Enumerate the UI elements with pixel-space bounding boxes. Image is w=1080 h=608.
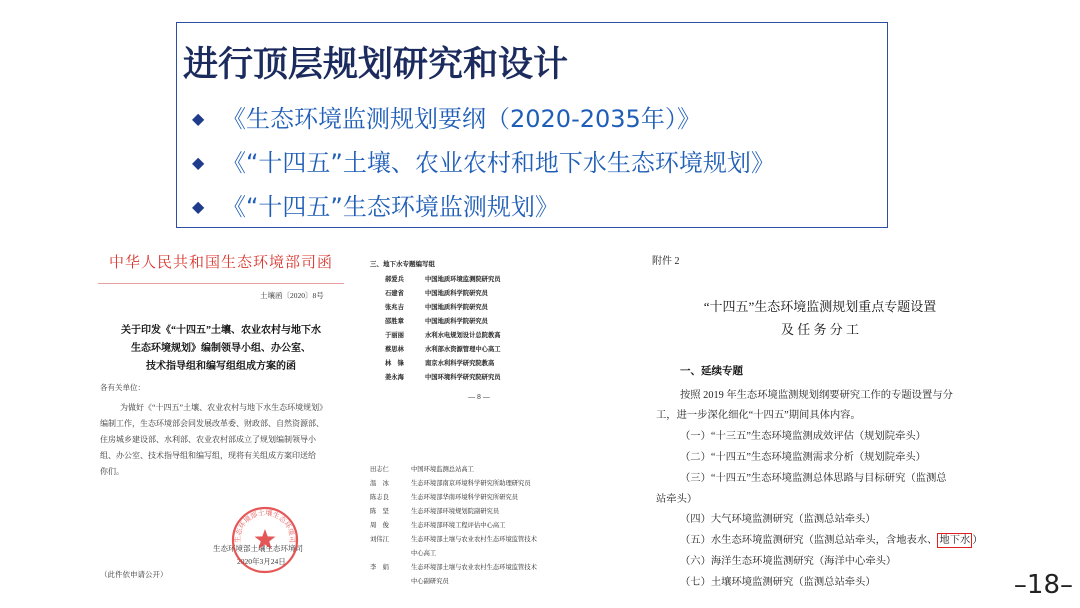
member-name: 陈 坚 xyxy=(370,508,389,515)
member-row xyxy=(358,317,600,326)
member-name: 陈志良 xyxy=(370,494,389,501)
annex-topic: （一）“十三五”生态环境监测成效评估（规划院牵头） xyxy=(680,431,926,442)
member-name: 刘伟江 xyxy=(370,536,389,543)
member-affiliation: 中国地质科学院研究员 xyxy=(425,318,488,325)
member-affiliation-continuation: 中心高工 xyxy=(411,550,437,557)
annex-document-image xyxy=(620,240,990,592)
seal-lettering: 生态环境部土壤生态环境司 xyxy=(233,509,297,544)
letter-body-line: 编制工作，生态环境部会同发展改革委、财政部、自然资源部、 xyxy=(100,419,324,428)
member-affiliation: 中国环境监测总站高工 xyxy=(411,466,474,473)
headline-frame xyxy=(176,22,888,228)
member-affiliation: 中国地质科学院研究员 xyxy=(425,304,488,311)
diamond-bullet-icon: ◆ xyxy=(192,109,205,128)
member-affiliation: 生态环境部环境规划院副研究员 xyxy=(411,508,500,515)
member-row xyxy=(358,507,600,516)
seal-star-icon xyxy=(255,529,276,549)
salutation: 各有关单位： xyxy=(100,383,145,392)
member-section-heading: 三、地下水专题编写组 xyxy=(370,261,435,268)
annex-topic: （六）海洋生态环境监测研究（海洋中心牵头） xyxy=(680,556,897,567)
member-row xyxy=(358,359,600,368)
annex-topic-continuation: 站牵头） xyxy=(656,494,698,505)
letter-title-line: 技术指导组和编写组组成方案的函 xyxy=(146,361,296,372)
member-name: 于丽丽 xyxy=(385,332,404,339)
letter-date: 2020年3月24日 xyxy=(237,557,286,566)
member-name: 周 俊 xyxy=(370,522,389,529)
member-name: 石建省 xyxy=(385,290,404,297)
page-number: –18– xyxy=(1013,570,1073,600)
annex-topic: （四）大气环境监测研究（监测总站牵头） xyxy=(680,514,876,525)
member-row xyxy=(358,465,600,474)
member-affiliation: 生态环境部土壤与农业农村生态环境监管技术 xyxy=(411,536,537,543)
member-affiliation: 中国地质科学院研究员 xyxy=(425,290,488,297)
member-affiliation: 生态环境部土壤与农业农村生态环境监管技术 xyxy=(411,564,537,571)
member-row xyxy=(358,521,600,530)
member-affiliation: 生态环境部南京环境科学研究所助理研究员 xyxy=(411,480,531,487)
member-affiliation-continuation: 中心副研究员 xyxy=(411,578,449,585)
official-letter-image xyxy=(96,240,346,592)
member-name: 邵胜章 xyxy=(385,318,404,325)
member-row xyxy=(358,345,600,354)
member-row xyxy=(358,289,600,298)
member-row xyxy=(358,563,600,572)
letter-body-line: 为做好《“十四五”土壤、农业农村与地下水生态环境规划》 xyxy=(120,403,328,412)
annex-title-line: 及 任 务 分 工 xyxy=(780,322,859,337)
member-affiliation: 水利水电规划设计总院教高 xyxy=(425,332,501,339)
letter-title-line: 关于印发《“十四五”土壤、农业农村与地下水 xyxy=(121,325,321,336)
member-row xyxy=(358,275,600,284)
member-name: 姜永海 xyxy=(385,374,404,381)
disclosure-note: （此件依申请公开） xyxy=(100,570,168,579)
member-row-continuation xyxy=(358,577,600,586)
member-row-continuation xyxy=(358,549,600,558)
annex-topic-suffix: ） xyxy=(972,535,983,546)
member-row xyxy=(358,331,600,340)
annex-intro-line: 按照 2019 年生态环境监测规划纲要研究工作的专题设置与分 xyxy=(680,390,953,401)
annex-title-line: “十四五”生态环境监测规划重点专题设置 xyxy=(703,299,937,314)
member-name: 张兆吉 xyxy=(385,304,404,311)
member-row xyxy=(358,493,600,502)
member-affiliation: 水利部水资源管理中心高工 xyxy=(425,346,501,353)
letter-signature: 生态环境部土壤生态环境司 xyxy=(213,544,303,553)
annex-label: 附件 2 xyxy=(652,256,680,267)
annex-topic: （三）“十四五”生态环境监测总体思路与目标研究（监测总 xyxy=(680,473,947,484)
letter-title-line: 生态环境规划》编制领导小组、办公室、 xyxy=(131,343,311,354)
member-name: 李 娟 xyxy=(370,564,389,571)
official-seal xyxy=(229,504,301,576)
annex-section-heading: 一、延续专题 xyxy=(680,366,743,377)
member-affiliation: 中国环境科学研究院研究员 xyxy=(425,374,501,381)
member-name: 温 冰 xyxy=(370,480,389,487)
member-name: 郝爱兵 xyxy=(385,276,404,283)
page-footer: — 8 — xyxy=(468,394,490,401)
member-name: 蔡思林 xyxy=(385,346,404,353)
annex-topic: （七）土壤环境监测研究（监测总站牵头） xyxy=(680,577,876,588)
member-list-image xyxy=(358,240,600,592)
member-row xyxy=(358,373,600,382)
diamond-bullet-icon: ◆ xyxy=(192,197,205,216)
bullet-item xyxy=(177,192,883,222)
annex-intro-line: 工，进一步深化细化“十四五”期间具体内容。 xyxy=(656,410,861,421)
bullet-text: 《“十四五”生态环境监测规划》 xyxy=(222,193,559,221)
member-row xyxy=(358,479,600,488)
bullet-text: 《生态环境监测规划要纲（2020-2035年）》 xyxy=(222,105,701,133)
letterhead: 中华人民共和国生态环境部司函 xyxy=(108,253,333,271)
diamond-bullet-icon: ◆ xyxy=(192,153,205,172)
annex-topic: （二）“十四五”生态环境监测需求分析（规划院牵头） xyxy=(680,452,926,463)
annex-topic-highlighted xyxy=(680,534,983,548)
letterhead-rule xyxy=(98,283,344,284)
bullet-text: 《“十四五”土壤、农业农村和地下水生态环境规划》 xyxy=(222,149,775,177)
member-affiliation: 中国地质环境监测院研究员 xyxy=(425,276,501,283)
letter-body-line: 住房城乡建设部、水利部、农业农村部成立了规划编制领导小 xyxy=(100,435,316,444)
member-row xyxy=(358,303,600,312)
letter-body-line: 组、办公室、技术指导组和编写组，现将有关组成方案印送给 xyxy=(100,451,316,460)
member-affiliation: 生态环境部华南环境科学研究所研究员 xyxy=(411,494,519,501)
member-affiliation: 生态环境部环境工程评估中心高工 xyxy=(411,522,506,529)
letter-body-line: 你们。 xyxy=(100,467,124,476)
member-name: 林 锋 xyxy=(385,360,404,367)
slide-title: 进行顶层规划研究和设计 xyxy=(183,45,569,85)
annex-topic-text: （五）水生态环境监测研究（监测总站牵头，含地表水、 xyxy=(680,535,938,546)
member-row xyxy=(358,535,600,544)
document-number: 土壤函〔2020〕8号 xyxy=(260,291,324,300)
bullet-item xyxy=(177,148,883,178)
member-affiliation: 南京水利科学研究院教高 xyxy=(425,360,495,367)
highlight-box: 地下水 xyxy=(939,535,971,546)
bullet-item xyxy=(177,104,883,134)
member-name: 田志仁 xyxy=(370,466,389,473)
